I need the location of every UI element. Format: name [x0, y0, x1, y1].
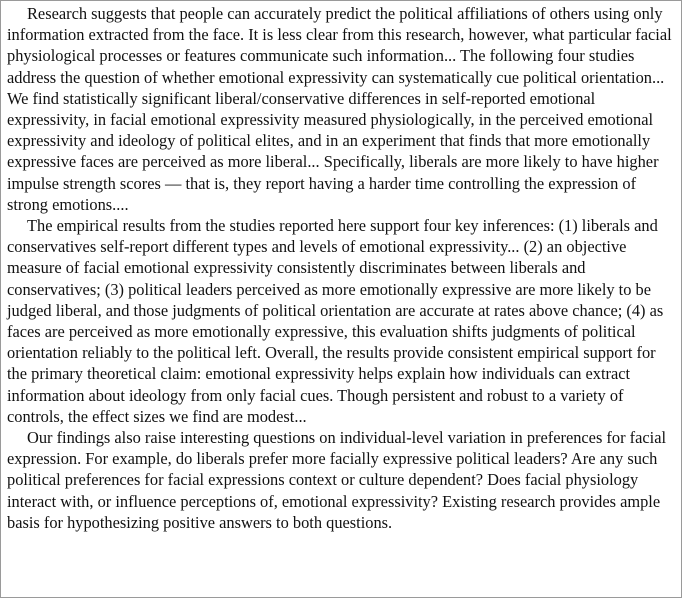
paragraph-questions: Our findings also raise interesting questions on individual-level variation in preferences for facial expression. For example, do liberals prefer more facially expressive political leaders? Are any such political preferences for facial expressions context or culture dependent? Does facial physiology interact with, or influence perceptions of, emotional expressivity? Existing research provides ample basis for hypothesizing positive answers to both questions. [7, 428, 667, 532]
paragraph-inferences: The empirical results from the studies reported here support four key inferences: (1) liberals and conservatives self-report different types and levels of emotional expressivity... (2) an objective measure of facial emotional expressivity consistently discriminates between liberals and conservatives; (3) political leaders perceived as more emotionally expressive are more likely to be judged liberal, and those judgments of political orientation are accurate at rates above chance; (4) as faces are perceived as more emotionally expressive, this evaluation shifts judgments of political orientation reliably to the political left. Overall, the results provide consistent empirical support for the primary theoretical claim: emotional expressivity helps explain how individuals can extract information about ideology from only facial cues. Though persistent and robust to a variety of controls, the effect sizes we find are modest... [7, 216, 664, 426]
paragraph-findings: Research suggests that people can accurately predict the political affiliations of others using only information extracted from the face. It is less clear from this research, however, what particular facial physiological processes or features communicate such information... The following four studies address the question of whether emotional expressivity can systematically cue political orientation... We find statistically significant liberal/conservative differences in self-reported emotional expressivity, in facial emotional expressivity measured physiologically, in the perceived emotional expressivity and ideology of political elites, and in an experiment that finds that more emotionally expressive faces are perceived as more liberal... Specifically, liberals are more likely to have higher impulse strength scores — that is, they report having a harder time controlling the expression of strong emotions.... [7, 4, 672, 214]
